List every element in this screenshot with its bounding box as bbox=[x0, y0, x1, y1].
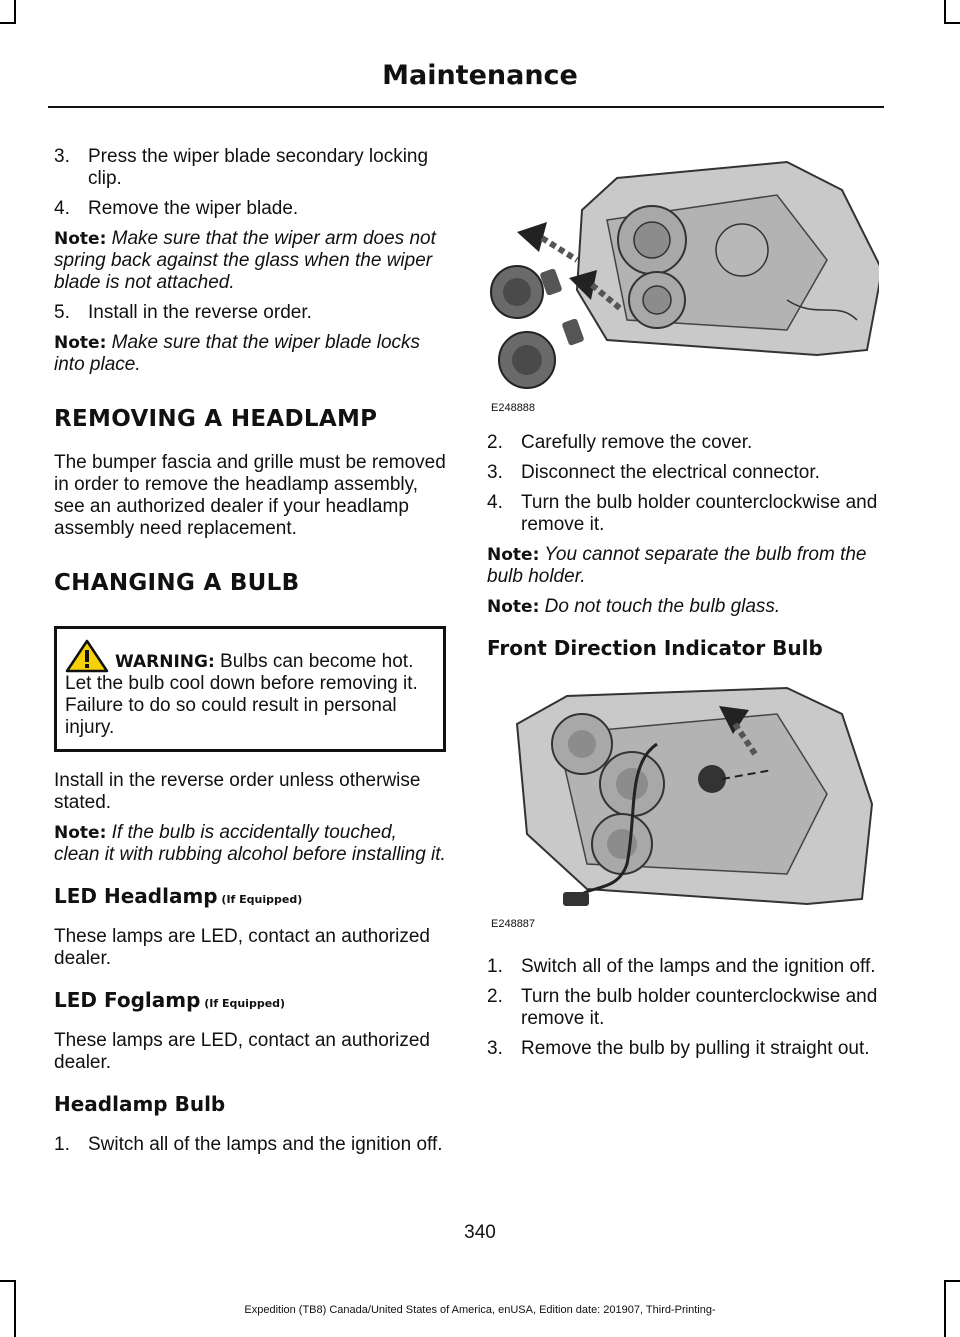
note-label: Note: bbox=[54, 229, 107, 249]
subheading-title: LED Headlamp bbox=[54, 884, 218, 908]
note bbox=[54, 332, 446, 376]
note-text: You cannot separate the bulb from the bulb holder. bbox=[487, 544, 867, 587]
warning-text: Bulbs can become hot. Let the bulb cool down before removing it. Failure to do so could result in personal injury. bbox=[65, 651, 418, 738]
note bbox=[54, 822, 446, 866]
crop-mark bbox=[944, 1280, 960, 1282]
section-heading-changing-bulb: CHANGING A BULB bbox=[54, 570, 300, 596]
step-number: 4. bbox=[54, 198, 70, 219]
step-2 bbox=[487, 986, 879, 1030]
step-number: 3. bbox=[487, 462, 503, 483]
crop-mark bbox=[944, 0, 946, 22]
step-number: 5. bbox=[54, 302, 70, 323]
headlamp-illustration bbox=[487, 150, 879, 416]
subheading-led-headlamp bbox=[54, 884, 446, 908]
note-label: Note: bbox=[54, 333, 107, 353]
right-column bbox=[487, 150, 879, 1060]
step-text: Press the wiper blade secondary locking clip. bbox=[88, 146, 429, 189]
step-4 bbox=[487, 492, 879, 536]
led-foglamp-text: These lamps are LED, contact an authorized dealer. bbox=[54, 1030, 430, 1073]
removing-headlamp-text: The bumper fascia and grille must be removed in order to remove the headlamp assembly, see an authorized dealer if your headlamp assembly need replacement. bbox=[54, 452, 446, 539]
note-label: Note: bbox=[487, 597, 540, 617]
step-text: Switch all of the lamps and the ignition off. bbox=[521, 956, 876, 977]
led-headlamp-text: These lamps are LED, contact an authorized dealer. bbox=[54, 926, 430, 969]
subheading-headlamp-bulb: Headlamp Bulb bbox=[54, 1092, 226, 1116]
note-text: Make sure that the wiper arm does not spring back against the glass when the wiper blade is not attached. bbox=[54, 228, 436, 293]
note-label: Note: bbox=[54, 823, 107, 843]
step-number: 1. bbox=[487, 956, 503, 977]
footer: Expedition (TB8) Canada/United States of America, enUSA, Edition date: 201907, Third-Printing- bbox=[244, 1304, 716, 1316]
step-3 bbox=[487, 462, 879, 484]
step-number: 1. bbox=[54, 1134, 70, 1155]
step-4 bbox=[54, 198, 446, 220]
step-number: 3. bbox=[54, 146, 70, 167]
left-column bbox=[54, 146, 446, 1156]
step-2 bbox=[487, 432, 879, 454]
note bbox=[487, 596, 879, 618]
step-number: 3. bbox=[487, 1038, 503, 1059]
subheading-front-direction-indicator: Front Direction Indicator Bulb bbox=[487, 636, 823, 660]
warning-text-block bbox=[65, 639, 435, 739]
figure-indicator-bulb bbox=[487, 684, 879, 932]
header-divider bbox=[48, 106, 884, 108]
step-text: Turn the bulb holder counterclockwise and remove it. bbox=[521, 492, 878, 535]
step-text: Carefully remove the cover. bbox=[521, 432, 753, 453]
figure-code: E248888 bbox=[491, 402, 536, 414]
warning-triangle-icon bbox=[65, 639, 109, 673]
subheading-led-foglamp bbox=[54, 988, 446, 1012]
crop-mark bbox=[0, 22, 16, 24]
page-title: Maintenance bbox=[382, 60, 578, 91]
note-label: Note: bbox=[487, 545, 540, 565]
note-text: Make sure that the wiper blade locks into place. bbox=[54, 332, 421, 375]
step-1 bbox=[487, 956, 879, 978]
step-text: Disconnect the electrical connector. bbox=[521, 462, 820, 483]
step-number: 4. bbox=[487, 492, 503, 513]
note-text: If the bulb is accidentally touched, clean it with rubbing alcohol before installing it. bbox=[54, 822, 446, 865]
step-text: Switch all of the lamps and the ignition off. bbox=[88, 1134, 443, 1155]
crop-mark bbox=[944, 22, 960, 24]
figure-headlamp-rear bbox=[487, 150, 879, 416]
step-3 bbox=[487, 1038, 879, 1060]
step-5 bbox=[54, 302, 446, 324]
subheading-title: LED Foglamp bbox=[54, 988, 201, 1012]
step-3 bbox=[54, 146, 446, 190]
note bbox=[54, 228, 446, 294]
crop-mark bbox=[0, 1280, 16, 1282]
warning-box bbox=[54, 626, 446, 752]
warning-label: WARNING: bbox=[115, 652, 215, 672]
indicator-illustration bbox=[487, 684, 879, 932]
step-text: Turn the bulb holder counterclockwise and remove it. bbox=[521, 986, 878, 1029]
page-number: 340 bbox=[464, 1222, 496, 1243]
subheading-qualifier: (If Equipped) bbox=[200, 997, 286, 1010]
figure-code: E248887 bbox=[491, 918, 536, 930]
step-number: 2. bbox=[487, 432, 503, 453]
step-text: Install in the reverse order. bbox=[88, 302, 312, 323]
subheading-qualifier: (If Equipped) bbox=[217, 893, 303, 906]
step-1 bbox=[54, 1134, 446, 1156]
step-text: Remove the bulb by pulling it straight out. bbox=[521, 1038, 870, 1059]
note bbox=[487, 544, 879, 588]
note-text: Do not touch the bulb glass. bbox=[539, 596, 781, 617]
step-number: 2. bbox=[487, 986, 503, 1007]
install-text: Install in the reverse order unless otherwise stated. bbox=[54, 770, 421, 813]
crop-mark bbox=[14, 0, 16, 22]
section-heading-removing-headlamp: REMOVING A HEADLAMP bbox=[54, 406, 378, 432]
step-text: Remove the wiper blade. bbox=[88, 198, 299, 219]
